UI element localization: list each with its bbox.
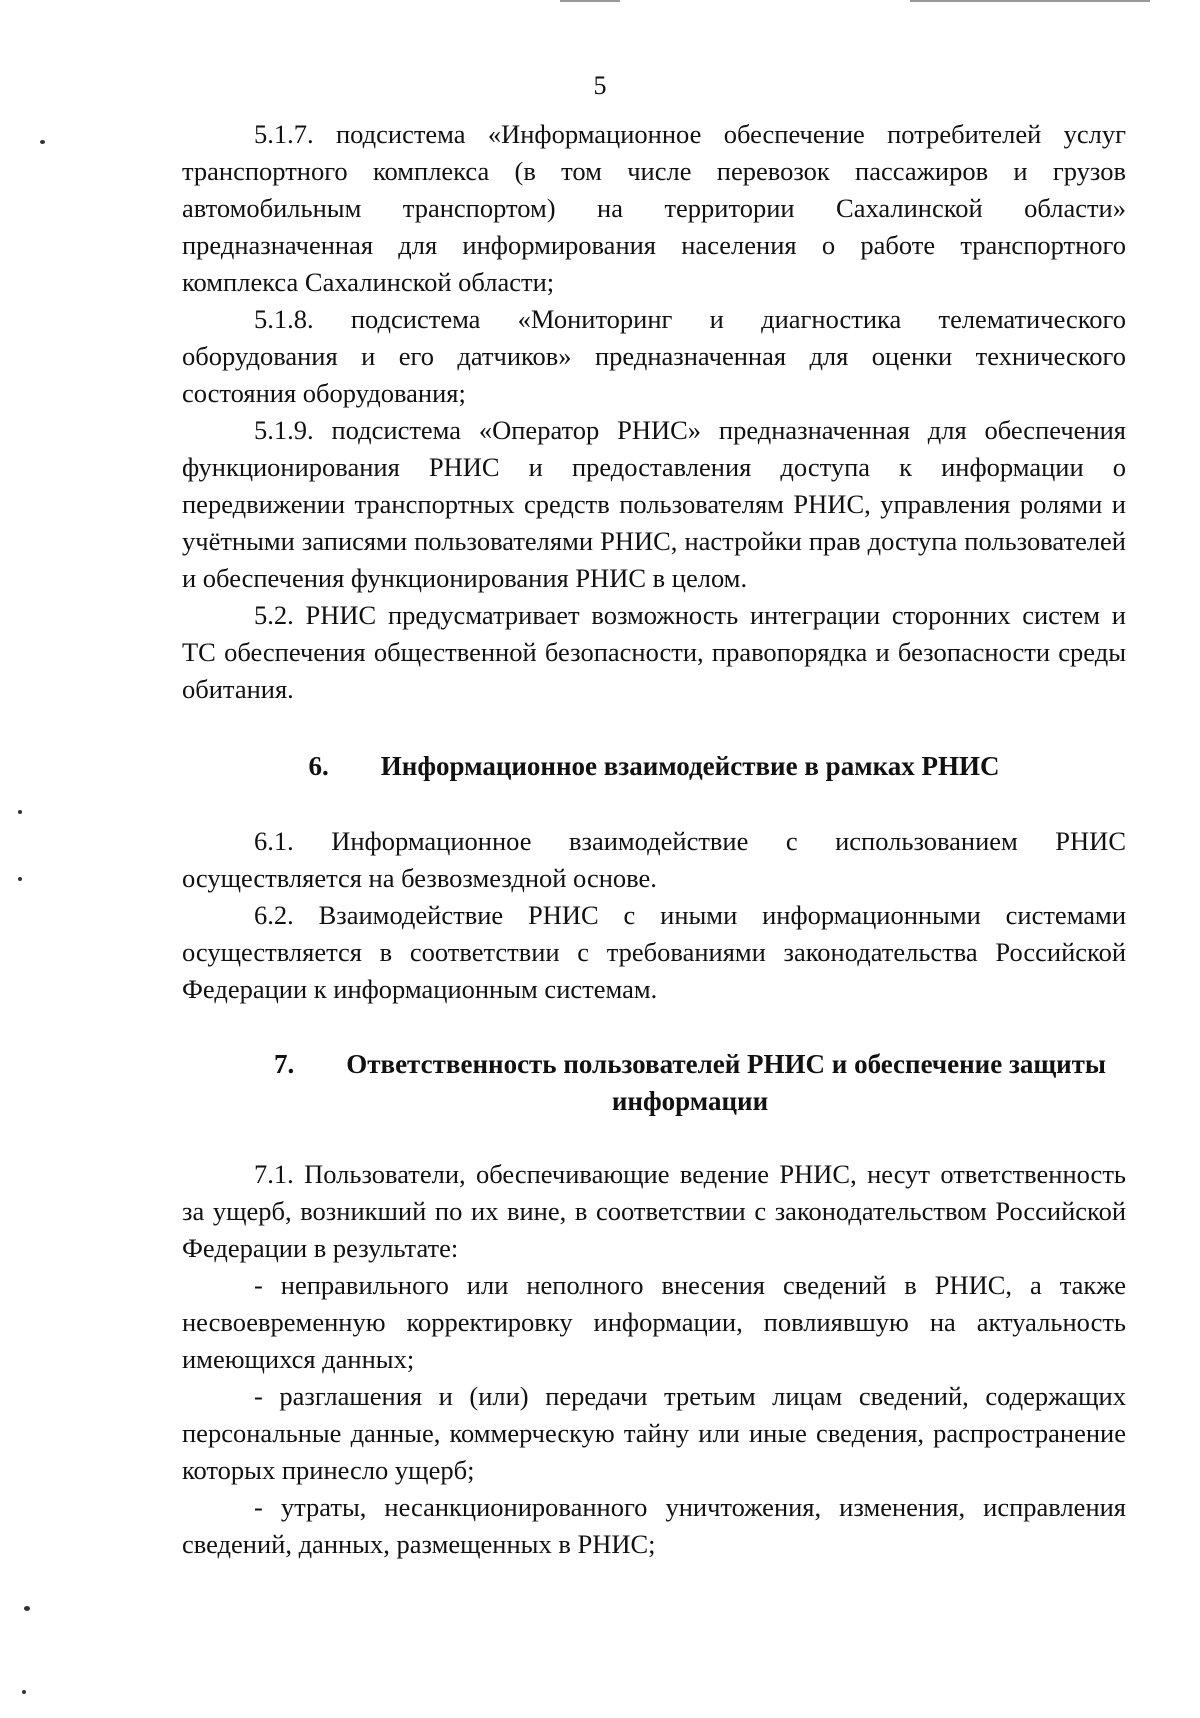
scan-speck — [18, 877, 22, 881]
section-7-number: 7. — [273, 1049, 295, 1079]
section-6-number: 6. — [308, 751, 329, 781]
clause-5-1-9: 5.1.9. подсистема «Оператор РНИС» предназначенная для обеспечения функционирования РНИС и предоставления доступа к информации о передвижении транспортных средств пользователям РНИС, управления ролями и учётными записями пользователями РНИС, настройки прав доступа пользователей и обеспечения функционирования РНИС в целом. — [182, 415, 1126, 593]
list-item: - неправильного или неполного внесения сведений в РНИС, а также несвоевременную корректировку информации, повлиявшую на актуальность имеющихся данных; — [182, 1270, 1126, 1374]
scan-artifact-rule — [910, 0, 1150, 2]
scan-speck — [40, 140, 45, 144]
clause-5-2: 5.2. РНИС предусматривает возможность интеграции сторонних систем и ТС обеспечения общественной безопасности, правопорядка и безопасности среды обитания. — [182, 600, 1126, 704]
section-6-title: Информационное взаимодействие в рамках РНИС — [380, 751, 1000, 781]
scan-artifact-rule — [560, 0, 620, 2]
section-6-heading — [182, 748, 1126, 785]
clause-5-1-7: 5.1.7. подсистема «Информационное обеспечение потребителей услуг транспортного комплекса (в том числе перевозок пассажиров и грузов автомобильным транспортом) на территории Сахалинской области» предназначенная для информирования населения о работе транспортного комплекса Сахалинской области; — [182, 119, 1126, 297]
document-body — [182, 116, 1126, 1563]
page-number: 5 — [593, 71, 607, 100]
scan-speck — [18, 810, 22, 814]
clause-6-1: 6.1. Информационное взаимодействие с использованием РНИС осуществляется на безвозмездной основе. — [182, 826, 1126, 893]
clause-5-1-8: 5.1.8. подсистема «Мониторинг и диагностика телематического оборудования и его датчиков» предназначенная для оценки технического состояния оборудования; — [182, 304, 1126, 408]
section-7-title: Ответственность пользователей РНИС и обеспечение защиты информации — [346, 1049, 1107, 1116]
clause-6-2: 6.2. Взаимодействие РНИС с иными информационными системами осуществляется в соответствии с требованиями законодательства Российской Федерации к информационным системам. — [182, 900, 1126, 1004]
scan-speck — [22, 1690, 26, 1694]
scan-speck — [24, 1606, 30, 1611]
list-item: - разглашения и (или) передачи третьим лицам сведений, содержащих персональные данные, коммерческую тайну или иные сведения, распространение которых принесло ущерб; — [182, 1381, 1126, 1485]
clause-7-1: 7.1. Пользователи, обеспечивающие ведение РНИС, несут ответственность за ущерб, возникший по их вине, в соответствии с законодательством Российской Федерации в результате: — [182, 1159, 1126, 1263]
section-7-heading — [182, 1046, 1126, 1120]
list-item: - утраты, несанкционированного уничтожения, изменения, исправления сведений, данных, размещенных в РНИС; — [182, 1492, 1126, 1559]
